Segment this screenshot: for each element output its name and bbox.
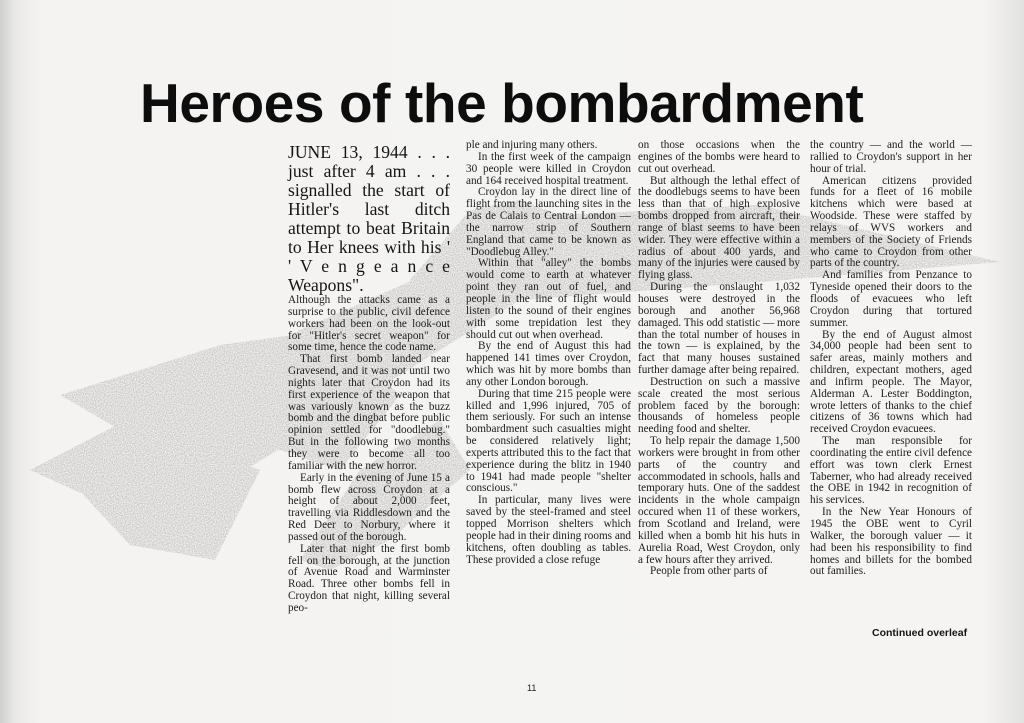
article-column-3 <box>638 140 800 578</box>
paragraph: By the end of August this had happened 141 times over Croydon, which was hit by more bombs than any other London borough. <box>466 340 631 388</box>
paragraph: During the onslaught 1,032 houses were destroyed in the borough and another 56,968 damaged. This odd statistic — more than the total number of houses in the town — is explained, by the fact that many houses sustained further damage after being repaired. <box>638 281 800 377</box>
article-column-4 <box>810 140 972 578</box>
paragraph: American citizens provided funds for a fleet of 16 mobile kitchens which were based at Woodside. These were staffed by relays of WVS workers and members of the Society of Friends who came to Croydon from other parts of the country. <box>810 174 972 270</box>
paragraph: ple and injuring many others. <box>466 139 598 151</box>
paragraph: To help repair the damage 1,500 workers were brought in from other parts of the country and accommodated in schools, halls and temporary huts. One of the saddest incidents in the whole campaign occured when 11 of these workers, from Scotland and Ireland, were killed when a bomb hit his huts in Aurelia Road, West Croydon, only a few hours after they arrived. <box>638 435 800 566</box>
paragraph: In the New Year Honours of 1945 the OBE went to Cyril Walker, the borough valuer — it had been his responsibility to find homes and billets for the bombed out families. <box>810 506 972 578</box>
paragraph: Although the attacks came as a surprise to the public, civil defence workers had been on the look-out for "Hitler's secret weapon" for some time, hence the code name. <box>288 294 450 354</box>
paragraph: But although the lethal effect of the doodlebugs seems to have been less than that of high explosive bombs dropped from aircraft, their range of blast seems to have been wider. They were effective within a radius of about 400 yards, and many of the injuries were caused by flying glass. <box>638 174 800 282</box>
paragraph: Later that night the first bomb fell on the borough, at the junction of Avenue Road and Warminster Road. Three other bombs fell in Croydon that night, killing several peo- <box>288 542 450 614</box>
paragraph: Within that "alley" the bombs would come to earth at whatever point they ran out of fuel, and people in the line of flight would listen to the sound of their engines with some trepidation lest they should cut out when overhead. <box>466 257 631 341</box>
paragraph: By the end of August almost 34,000 people had been sent to safer areas, mainly mothers and children, expectant mothers, aged and infirm people. The Mayor, Alderman A. Lester Boddington, wrote letters of thanks to the chief citizens of 36 towns which had received Croydon evacuees. <box>810 328 972 436</box>
article-column-1 <box>288 143 450 615</box>
paragraph: The man responsible for coordinating the entire civil defence effort was town clerk Ernest Taberner, who had already received the OBE in 1942 in recognition of his services. <box>810 435 972 507</box>
page-number: 11 <box>527 683 537 693</box>
lead-paragraph: JUNE 13, 1944 . . . just after 4 am . . . signalled the start of Hitler's last ditch attempt to beat Britain to Her knees with his ' ' V e n g e a n c e Weapons". <box>288 142 450 295</box>
paragraph: People from other parts of <box>650 565 768 578</box>
paragraph: And families from Penzance to Tyneside opened their doors to the floods of evacuees who left Croydon during that tortured summer. <box>810 269 972 329</box>
paragraph: the country — and the world — rallied to Croydon's support in her hour of trial. <box>810 139 972 175</box>
paragraph: During that time 215 people were killed and 1,996 injured, 705 of them seriously. For such an intense bombardment such casualties might be considered relatively light; experts attributed this to the fact that experience during the blitz in 1940 to 1941 had made people "shelter conscious." <box>466 387 631 495</box>
paragraph: Early in the evening of June 15 a bomb flew across Croydon at a height of about 2,000 feet, travelling via Riddlesdown and the Red Deer to Norbury, where it passed out of the borough. <box>288 471 450 543</box>
paragraph: Destruction on such a massive scale created the most serious problem faced by the borough: thousands of homeless people needing food and shelter. <box>638 375 800 436</box>
headline: Heroes of the bombardment <box>140 72 864 134</box>
paragraph: Croydon lay in the direct line of flight from the launching sites in the Pas de Calais to Central London — the narrow strip of Southern England that came to be known as "Doodlebug Alley." <box>466 186 631 258</box>
article-column-2 <box>466 140 631 566</box>
paragraph: on those occasions when the engines of the bombs were heard to cut out overhead. <box>638 139 800 175</box>
paragraph: In the first week of the campaign 30 people were killed in Croydon and 164 received hospital treatment. <box>466 150 631 187</box>
continued-overleaf-label: Continued overleaf <box>872 627 968 639</box>
paragraph: That first bomb landed near Gravesend, and it was not until two nights later that Croydon had its first experience of the weapon that was variously known as the buzz bomb and the dingbat before public opinion settled for "doodlebug." But in the following two months they were to become all too familiar with the new horror. <box>288 353 450 472</box>
paragraph: In particular, many lives were saved by the steel-framed and steel topped Morrison shelters which people had in their dining rooms and kitchens, often doubling as tables. These provided a close refuge <box>466 494 631 566</box>
